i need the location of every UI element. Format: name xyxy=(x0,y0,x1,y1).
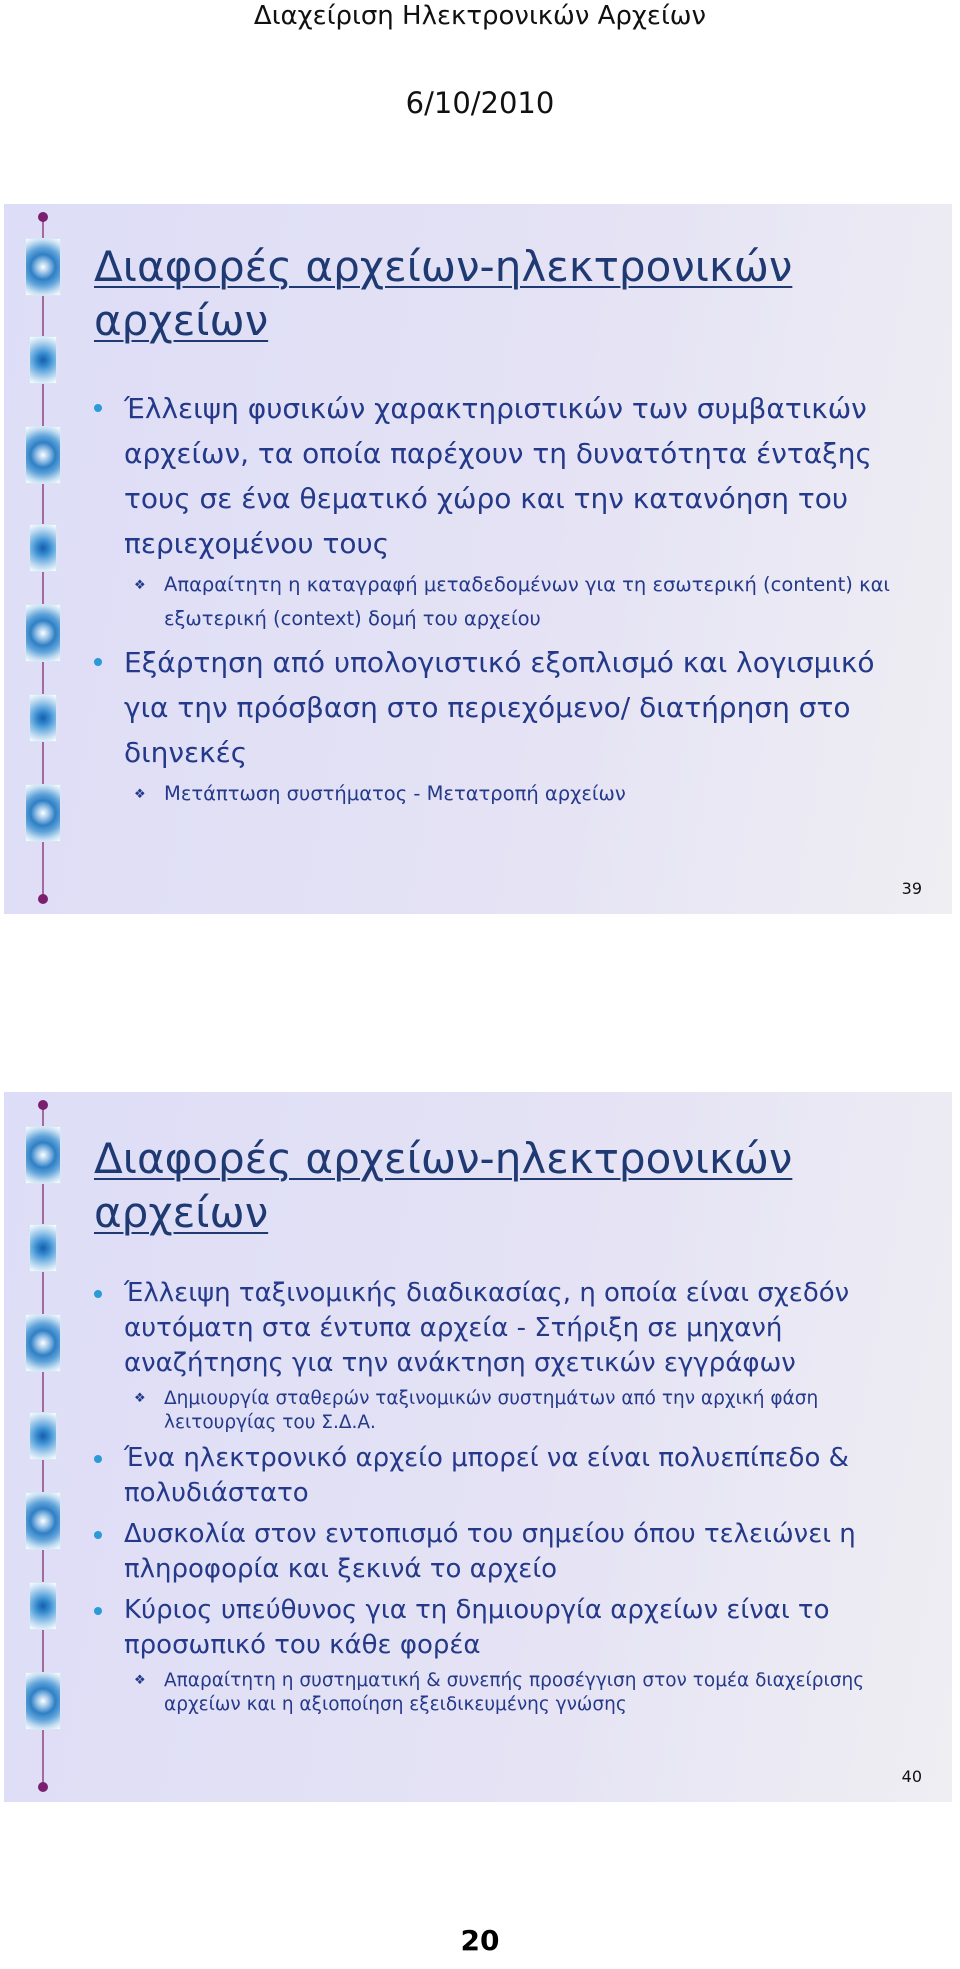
diamond-bullet-icon: ❖ xyxy=(134,1391,146,1406)
bullet-item xyxy=(94,1517,924,1587)
document-page-number: 20 xyxy=(460,1924,500,1957)
bullet-item xyxy=(94,1441,924,1511)
bullet-text: Δυσκολία στον εντοπισμό του σημείου όπου τελειώνει η πληροφορία και ξεκινά το αρχείο xyxy=(124,1519,856,1584)
bullet-dot-icon xyxy=(94,404,102,412)
slide-page-number: 40 xyxy=(901,1767,922,1786)
decoration-square xyxy=(29,336,57,384)
sub-bullet-item xyxy=(94,1387,924,1435)
decoration-square xyxy=(25,784,61,842)
decoration-square xyxy=(25,604,61,662)
sub-bullet-text: Δημιουργία σταθερών ταξινομικών συστημάτων από την αρχική φάση λειτουργίας του Σ.Δ.Α. xyxy=(164,1388,819,1433)
slide-40 xyxy=(4,1092,952,1802)
decoration-square xyxy=(25,1492,61,1550)
diamond-bullet-icon: ❖ xyxy=(134,1673,146,1688)
document-header-title: Διαχείριση Ηλεκτρονικών Αρχείων xyxy=(253,1,707,31)
decoration-square xyxy=(29,524,57,572)
sub-bullet-text: Απαραίτητη η καταγραφή μεταδεδομένων για τη εσωτερική (content) και εξωτερική (context) δομή του αρχείου xyxy=(164,573,891,630)
decoration-dot xyxy=(38,1100,48,1110)
bullet-text: Εξάρτηση από υπολογιστικό εξοπλισμό και λογισμικό για την πρόσβαση στο περιεχόμενο/ διατήρηση στο διηνεκές xyxy=(124,646,875,769)
bullet-item xyxy=(94,386,924,566)
sub-bullet-item xyxy=(94,1669,924,1717)
bullet-dot-icon xyxy=(94,1290,102,1298)
decoration-dot xyxy=(38,1782,48,1792)
decoration-dot xyxy=(38,212,48,222)
bullet-item xyxy=(94,1276,924,1381)
sub-bullet-item xyxy=(94,777,924,811)
bullet-dot-icon xyxy=(94,1455,102,1463)
slide-title-line: αρχείων xyxy=(94,296,269,345)
bullet-dot-icon xyxy=(94,658,102,666)
diamond-bullet-icon: ❖ xyxy=(134,787,146,802)
slide-page-number: 39 xyxy=(901,879,922,898)
decoration-dot xyxy=(38,894,48,904)
decoration-square xyxy=(29,694,57,742)
sub-bullet-text: Μετάπτωση συστήματος - Μετατροπή αρχείων xyxy=(164,782,626,805)
decoration-square xyxy=(25,1314,61,1372)
slide-title-line: Διαφορές αρχείων-ηλεκτρονικών xyxy=(94,242,793,291)
slide-title-line: αρχείων xyxy=(94,1188,269,1237)
decoration-square xyxy=(29,1412,57,1460)
bullet-dot-icon xyxy=(94,1607,102,1615)
decoration-square xyxy=(25,238,61,296)
bullet-dot-icon xyxy=(94,1531,102,1539)
slide-decoration xyxy=(18,1092,68,1802)
slide-title xyxy=(94,240,894,348)
decoration-square xyxy=(25,426,61,484)
bullet-text: Ένα ηλεκτρονικό αρχείο μπορεί να είναι πολυεπίπεδο & πολυδιάστατο xyxy=(124,1443,849,1508)
decoration-square xyxy=(25,1672,61,1730)
bullet-text: Έλλειψη φυσικών χαρακτηριστικών των συμβατικών αρχείων, τα οποία παρέχουν τη δυνατότητα ένταξης τους σε ένα θεματικό χώρο και την κατανόηση του περιεχομένου τους xyxy=(124,392,872,560)
slide-decoration xyxy=(18,204,68,914)
bullet-item xyxy=(94,640,924,775)
slide-content xyxy=(94,1276,924,1723)
sub-bullet-text: Απαραίτητη η συστηματική & συνεπής προσέγγιση στον τομέα διαχείρισης αρχείων και η αξιοποίηση εξειδικευμένης γνώσης xyxy=(164,1670,865,1715)
slide-title xyxy=(94,1132,894,1240)
sub-bullet-item xyxy=(94,568,924,636)
decoration-square xyxy=(25,1126,61,1184)
slide-content xyxy=(94,386,924,815)
diamond-bullet-icon: ❖ xyxy=(134,578,146,593)
document-header-date: 6/10/2010 xyxy=(405,86,555,120)
bullet-text: Έλλειψη ταξινομικής διαδικασίας, η οποία είναι σχεδόν αυτόματη στα έντυπα αρχεία - Στήριξη σε μηχανή αναζήτησης για την ανάκτηση σχετικών εγγράφων xyxy=(124,1278,850,1378)
bullet-text: Κύριος υπεύθυνος για τη δημιουργία αρχείων είναι το προσωπικό του κάθε φορέα xyxy=(124,1595,830,1660)
bullet-item xyxy=(94,1593,924,1663)
slide-39 xyxy=(4,204,952,914)
decoration-square xyxy=(29,1582,57,1630)
slide-title-line: Διαφορές αρχείων-ηλεκτρονικών xyxy=(94,1134,793,1183)
decoration-square xyxy=(29,1224,57,1272)
